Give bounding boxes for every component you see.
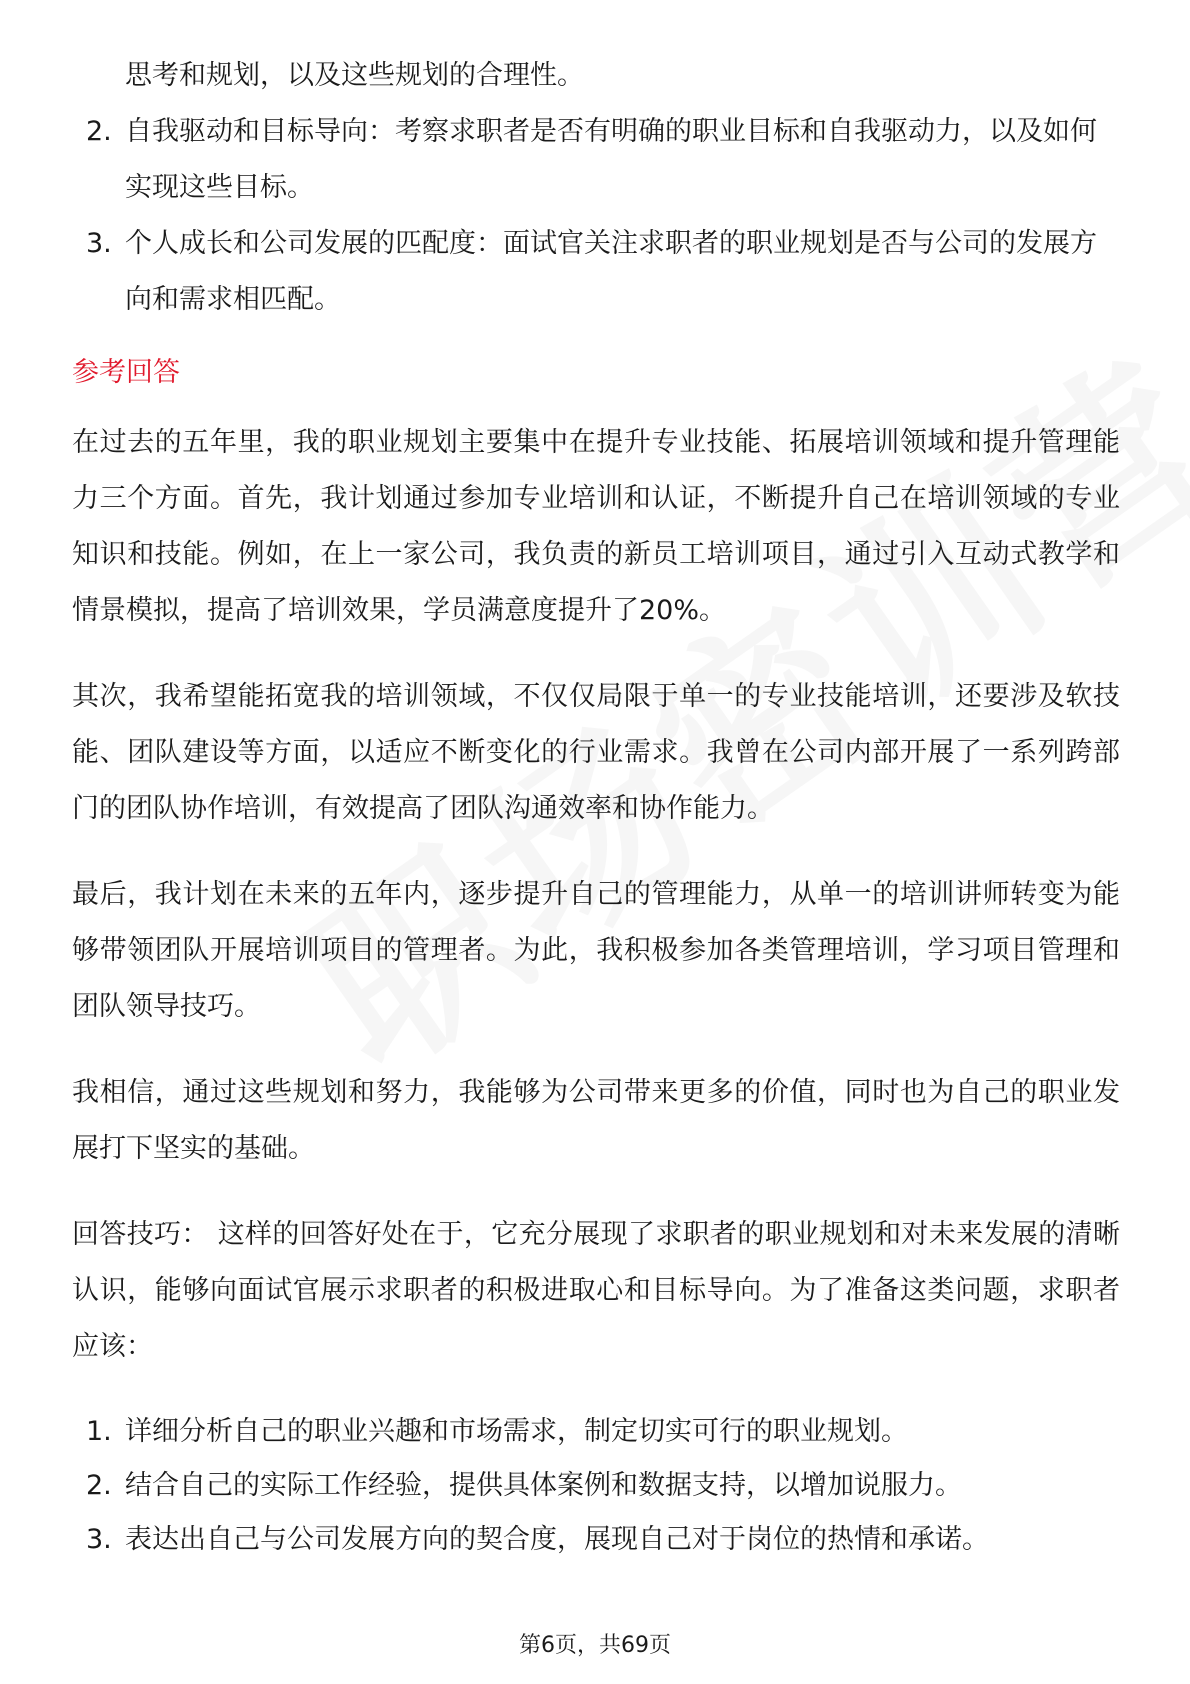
list-text: 详细分析自己的职业兴趣和市场需求，制定切实可行的职业规划。 (125, 1416, 908, 1447)
page-number: 第6页，共69页 (519, 1633, 671, 1658)
list-text: 个人成长和公司发展的匹配度：面试官关注求职者的职业规划是否与公司的发展方向和需求相匹配。 (125, 228, 1097, 315)
answer-paragraph: 最后，我计划在未来的五年内，逐步提升自己的管理能力，从单一的培训讲师转变为能够带领团队开展培训项目的管理者。为此，我积极参加各类管理培训，学习项目管理和团队领导技巧。 (72, 879, 1120, 1022)
list-item (72, 1513, 1120, 1567)
list-item-continuation: 思考和规划，以及这些规划的合理性。 (125, 60, 584, 91)
list-item (72, 1459, 1120, 1513)
answer-paragraph: 在过去的五年里，我的职业规划主要集中在提升专业技能、拓展培训领域和提升管理能力三个方面。首先，我计划通过参加专业培训和认证，不断提升自己在培训领域的专业知识和技能。例如，在上一家公司，我负责的新员工培训项目，通过引入互动式教学和情景模拟，提高了培训效果，学员满意度提升了20%。 (72, 427, 1120, 626)
list-text: 结合自己的实际工作经验，提供具体案例和数据支持，以增加说服力。 (125, 1470, 962, 1501)
list-item (72, 104, 1120, 216)
list-number: 3. (86, 228, 112, 259)
list-number: 3. (86, 1524, 112, 1555)
list-number: 2. (86, 1470, 112, 1501)
list-text: 表达出自己与公司发展方向的契合度，展现自己对于岗位的热情和承诺。 (125, 1524, 989, 1555)
list-number: 1. (86, 1416, 112, 1447)
answer-paragraph: 其次，我希望能拓宽我的培训领域，不仅仅局限于单一的专业技能培训，还要涉及软技能、团队建设等方面，以适应不断变化的行业需求。我曾在公司内部开展了一系列跨部门的团队协作培训，有效提高了团队沟通效率和协作能力。 (72, 681, 1120, 824)
list-text: 自我驱动和目标导向：考察求职者是否有明确的职业目标和自我驱动力，以及如何实现这些目标。 (125, 116, 1097, 203)
criteria-list (72, 104, 1120, 328)
tips-paragraph: 回答技巧： 这样的回答好处在于，它充分展现了求职者的职业规划和对未来发展的清晰认识，能够向面试官展示求职者的积极进取心和目标导向。为了准备这类问题，求职者应该： (72, 1219, 1120, 1362)
answer-paragraph: 我相信，通过这些规划和努力，我能够为公司带来更多的价值，同时也为自己的职业发展打下坚实的基础。 (72, 1077, 1120, 1164)
section-heading: 参考回答 (72, 357, 180, 388)
list-item (72, 216, 1120, 328)
list-number: 2. (86, 116, 112, 147)
list-item (72, 1405, 1120, 1459)
document-body (72, 48, 1120, 1567)
tips-list (72, 1405, 1120, 1567)
